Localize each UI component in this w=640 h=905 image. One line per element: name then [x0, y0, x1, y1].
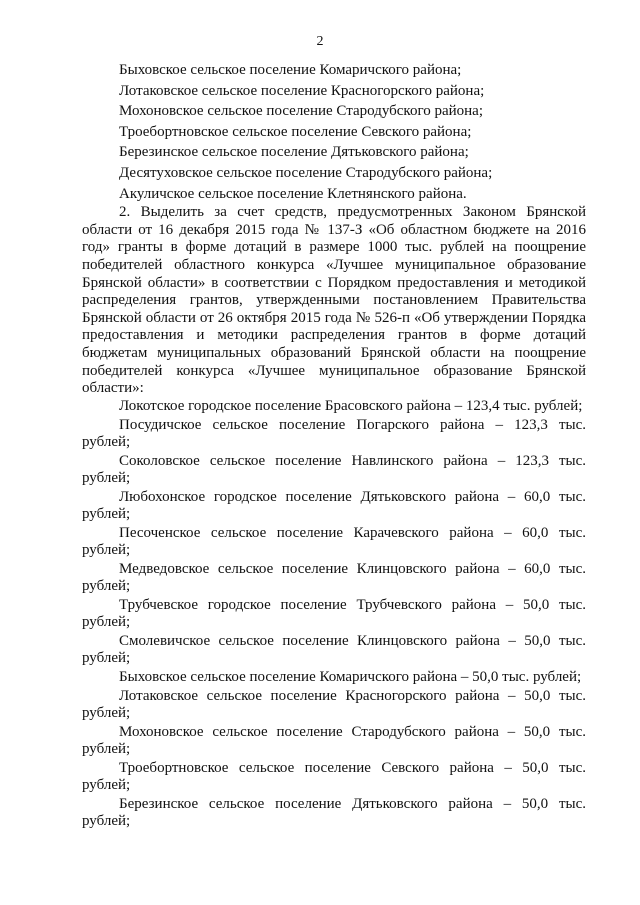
grant-item: Песоченское сельское поселение Карачевского района – 60,0 тыс. рублей;: [82, 524, 586, 558]
list-item: Лотаковское сельское поселение Красногорского района;: [119, 82, 485, 99]
list-item: Троебортновское сельское поселение Севского района;: [119, 123, 472, 140]
grant-item: Лотаковское сельское поселение Красногорского района – 50,0 тыс. рублей;: [82, 687, 586, 721]
grant-item: Мохоновское сельское поселение Стародубского района – 50,0 тыс. рублей;: [82, 723, 586, 757]
page-number: 2: [316, 34, 324, 49]
grant-item: Быховское сельское поселение Комаричского района – 50,0 тыс. рублей;: [119, 668, 582, 685]
grant-item: Трубчевское городское поселение Трубчевского района – 50,0 тыс. рублей;: [82, 596, 586, 630]
grant-item: Троебортновское сельское поселение Севского района – 50,0 тыс. рублей;: [82, 759, 586, 793]
grant-item: Любохонское городское поселение Дятьковского района – 60,0 тыс. рублей;: [82, 488, 586, 522]
list-item: Мохоновское сельское поселение Стародубского района;: [119, 103, 484, 120]
grant-item: Смолевичское сельское поселение Клинцовского района – 50,0 тыс. рублей;: [82, 632, 586, 666]
grant-item: Локотское городское поселение Брасовского района – 123,4 тыс. рублей;: [119, 397, 583, 414]
settlement-list: [82, 60, 586, 204]
grant-item: Медведовское сельское поселение Клинцовского района – 60,0 тыс. рублей;: [82, 560, 586, 594]
grant-item: Соколовское сельское поселение Навлинского района – 123,3 тыс. рублей;: [82, 452, 586, 486]
list-item: Быховское сельское поселение Комаричского района;: [119, 62, 462, 78]
grant-item: Посудичское сельское поселение Погарского района – 123,3 тыс. рублей;: [82, 416, 586, 450]
grant-item: Березинское сельское поселение Дятьковского района – 50,0 тыс. рублей;: [82, 795, 586, 829]
list-item: Десятуховское сельское поселение Стародубского района;: [119, 164, 493, 181]
grant-list: [82, 398, 586, 830]
paragraph-2: 2. Выделить за счет средств, предусмотренных Законом Брянской области от 16 декабря 2015 года № 137-З «Об областном бюджете на 2016 год» гранты в форме дотаций в размере 1000 тыс. рублей на поощрение победителей областного конкурса «Лучшее муниципальное образование Брянской области» в соответствии с Порядком предоставления и методикой распределения грантов, утвержденными постановлением Правительства Брянской области от 26 октября 2015 года № 526-п «Об утверждении Порядка предоставления и методики распределения грантов в форме дотаций бюджетам муниципальных образований Брянской области на поощрение победителей конкурса «Лучшее муниципальное образование Брянской области»:: [82, 204, 586, 397]
list-item: Березинское сельское поселение Дятьковского района;: [119, 144, 469, 161]
document-body: [82, 60, 586, 832]
list-item: Акуличское сельское поселение Клетнянского района.: [119, 185, 467, 202]
